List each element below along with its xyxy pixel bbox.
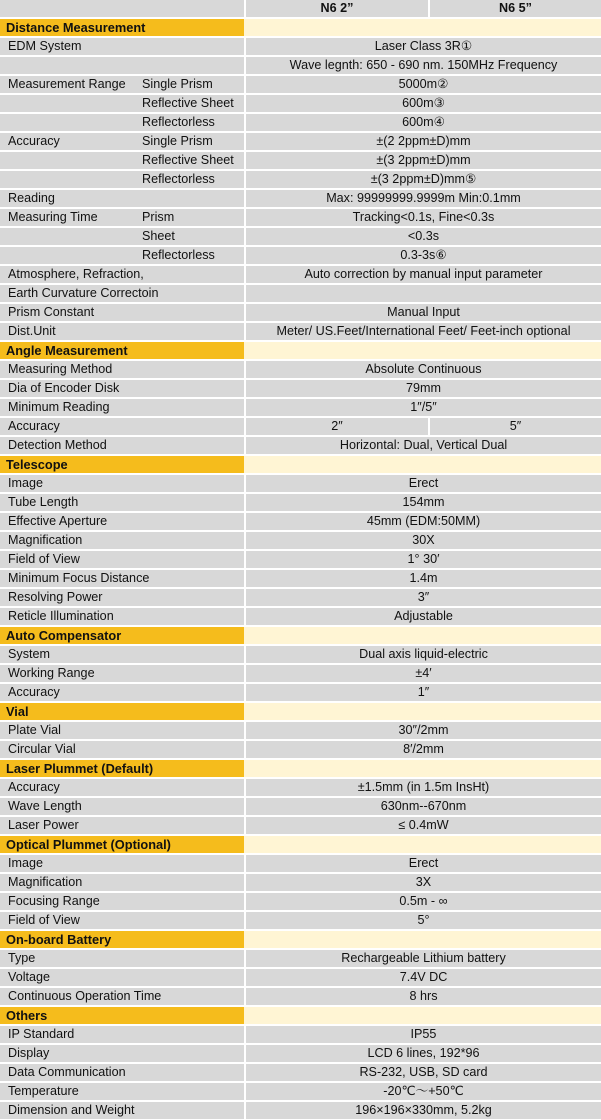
spec-sublabel: Sheet — [142, 229, 175, 243]
spec-label: Minimum Focus Distance — [8, 571, 150, 585]
spec-value: ±4′ — [415, 666, 432, 680]
spec-value: 154mm — [402, 495, 445, 509]
spec-row — [0, 1026, 601, 1044]
spec-value: 30″/2mm — [398, 723, 449, 737]
spec-value: Adjustable — [394, 609, 453, 623]
section-title: Auto Compensator — [0, 627, 244, 644]
spec-row — [0, 475, 601, 493]
spec-row — [0, 646, 601, 664]
spec-row — [0, 228, 601, 246]
spec-label: Prism Constant — [8, 305, 95, 319]
spec-label: Minimum Reading — [8, 400, 110, 414]
spec-row — [0, 589, 601, 607]
spec-label: Temperature — [8, 1084, 79, 1098]
spec-label: Accuracy — [8, 685, 60, 699]
spec-value: Tracking<0.1s, Fine<0.3s — [352, 210, 495, 224]
section-header — [0, 342, 601, 360]
spec-label: Field of View — [8, 913, 80, 927]
spec-label: Measurement Range — [8, 77, 126, 91]
section-title: Angle Measurement — [0, 342, 244, 359]
spec-row — [0, 38, 601, 56]
section-title: Optical Plummet (Optional) — [0, 836, 244, 853]
spec-row — [0, 285, 601, 303]
spec-label: Dist.Unit — [8, 324, 56, 338]
spec-value: 79mm — [406, 381, 441, 395]
spec-label: IP Standard — [8, 1027, 75, 1041]
spec-label: Magnification — [8, 533, 83, 547]
spec-value: IP55 — [410, 1027, 437, 1041]
spec-label: Measuring Time — [8, 210, 98, 224]
spec-row — [0, 722, 601, 740]
spec-value: 0.5m - ∞ — [399, 894, 448, 908]
spec-sublabel: Reflective Sheet — [142, 96, 234, 110]
section-title: Others — [0, 1007, 244, 1024]
spec-value: Erect — [408, 856, 439, 870]
spec-row — [0, 874, 601, 892]
spec-value: Absolute Continuous — [365, 362, 482, 376]
spec-row — [0, 551, 601, 569]
section-title: Vial — [0, 703, 244, 720]
spec-value: 1° 30′ — [407, 552, 440, 566]
spec-row — [0, 247, 601, 265]
spec-row — [0, 532, 601, 550]
spec-row — [0, 969, 601, 987]
spec-value: 196×196×330mm, 5.2kg — [355, 1103, 492, 1117]
spec-row — [0, 950, 601, 968]
spec-row — [0, 361, 601, 379]
spec-value: RS-232, USB, SD card — [359, 1065, 488, 1079]
spec-row — [0, 133, 601, 151]
spec-label: Type — [8, 951, 36, 965]
spec-row — [0, 114, 601, 132]
spec-row — [0, 152, 601, 170]
spec-label: Continuous Operation Time — [8, 989, 162, 1003]
section-title: Distance Measurement — [0, 19, 244, 36]
spec-row — [0, 266, 601, 284]
spec-value: 45mm (EDM:50MM) — [366, 514, 481, 528]
spec-row — [0, 57, 601, 75]
spec-label: Plate Vial — [8, 723, 61, 737]
spec-value: Dual axis liquid-electric — [359, 647, 488, 661]
section-header — [0, 836, 601, 854]
spec-row — [0, 209, 601, 227]
spec-value-n6-5: 5″ — [509, 419, 522, 433]
spec-value: Meter/ US.Feet/International Feet/ Feet-inch optional — [276, 324, 571, 338]
spec-label: Reading — [8, 191, 55, 205]
spec-label: Display — [8, 1046, 50, 1060]
spec-value: -20℃～+50℃ — [383, 1084, 464, 1098]
spec-label: Image — [8, 856, 44, 870]
spec-label: Data Communication — [8, 1065, 126, 1079]
spec-label — [0, 247, 136, 264]
spec-label: Accuracy — [8, 419, 60, 433]
spec-row — [0, 798, 601, 816]
spec-row — [0, 779, 601, 797]
spec-row — [0, 399, 601, 417]
spec-value: 7.4V DC — [399, 970, 448, 984]
spec-label: Working Range — [8, 666, 95, 680]
spec-label: Dimension and Weight — [8, 1103, 135, 1117]
section-title: On-board Battery — [0, 931, 244, 948]
header-blank — [0, 0, 244, 17]
spec-value: ±(3 2ppm±D)mm — [376, 153, 471, 167]
spec-row — [0, 1045, 601, 1063]
spec-value: Wave legnth: 650 - 690 nm. 150MHz Frequency — [289, 58, 558, 72]
spec-row — [0, 817, 601, 835]
spec-label: Detection Method — [8, 438, 107, 452]
spec-label: Magnification — [8, 875, 83, 889]
spec-value: 3X — [415, 875, 432, 889]
spec-label — [0, 114, 136, 131]
spec-row — [0, 912, 601, 930]
spec-label: Earth Curvature Correctoin — [8, 286, 159, 300]
spec-sublabel: Reflectorless — [142, 172, 215, 186]
spec-label — [0, 171, 136, 188]
spec-value: 5° — [417, 913, 430, 927]
spec-label: Circular Vial — [8, 742, 76, 756]
spec-row — [0, 323, 601, 341]
spec-row — [0, 304, 601, 322]
spec-label — [0, 152, 136, 169]
spec-label: Field of View — [8, 552, 80, 566]
spec-value: ±1.5mm (in 1.5m InsHt) — [357, 780, 490, 794]
spec-value: 0.3-3s⑥ — [400, 248, 447, 262]
spec-row — [0, 380, 601, 398]
section-header — [0, 627, 601, 645]
spec-value: 8 hrs — [409, 989, 438, 1003]
spec-value: Max: 99999999.9999m Min:0.1mm — [326, 191, 521, 205]
section-header — [0, 703, 601, 721]
section-title: Laser Plummet (Default) — [0, 760, 244, 777]
spec-value: ±(3 2ppm±D)mm⑤ — [370, 172, 477, 186]
table-header-row — [0, 0, 601, 18]
spec-row — [0, 95, 601, 113]
spec-sublabel: Prism — [142, 210, 175, 224]
spec-label: Resolving Power — [8, 590, 103, 604]
spec-sublabel: Reflectorless — [142, 248, 215, 262]
spec-row — [0, 513, 601, 531]
spec-row — [0, 893, 601, 911]
spec-label: Image — [8, 476, 44, 490]
spec-value: <0.3s — [407, 229, 440, 243]
spec-sublabel: Single Prism — [142, 77, 213, 91]
section-header — [0, 760, 601, 778]
spec-row — [0, 418, 601, 436]
spec-value: 630nm--670nm — [380, 799, 467, 813]
spec-value: Laser Class 3R① — [374, 39, 473, 53]
header-n6-5: N6 5” — [499, 1, 532, 15]
spec-value: Manual Input — [387, 305, 460, 319]
section-header — [0, 456, 601, 474]
spec-value: 600m④ — [402, 115, 445, 129]
section-header — [0, 931, 601, 949]
spec-value — [246, 285, 601, 302]
spec-label: System — [8, 647, 50, 661]
spec-label: Effective Aperture — [8, 514, 108, 528]
spec-row — [0, 494, 601, 512]
spec-value: 1.4m — [409, 571, 438, 585]
spec-label: Dia of Encoder Disk — [8, 381, 120, 395]
section-header — [0, 1007, 601, 1025]
spec-row — [0, 1083, 601, 1101]
spec-row — [0, 1102, 601, 1120]
spec-label: Tube Length — [8, 495, 79, 509]
spec-value: 1″/5″ — [410, 400, 437, 414]
spec-label: Wave Length — [8, 799, 82, 813]
spec-value-n6-2: 2″ — [331, 419, 343, 433]
section-header — [0, 19, 601, 37]
section-title: Telescope — [0, 456, 244, 473]
spec-label: Reticle Illumination — [8, 609, 114, 623]
spec-value: Auto correction by manual input parameter — [304, 267, 543, 281]
spec-label: Measuring Method — [8, 362, 113, 376]
spec-row — [0, 741, 601, 759]
spec-row — [0, 76, 601, 94]
spec-value: Erect — [408, 476, 439, 490]
spec-label — [0, 228, 136, 245]
spec-value: 3″ — [417, 590, 430, 604]
spec-row — [0, 570, 601, 588]
spec-value: 5000m② — [398, 77, 449, 91]
spec-value: Horizontal: Dual, Vertical Dual — [339, 438, 508, 452]
spec-label: Focusing Range — [8, 894, 100, 908]
spec-label: Laser Power — [8, 818, 79, 832]
spec-value: LCD 6 lines, 192*96 — [367, 1046, 480, 1060]
spec-value: 30X — [412, 533, 435, 547]
spec-value: 1″ — [417, 685, 430, 699]
spec-row — [0, 171, 601, 189]
spec-sublabel: Single Prism — [142, 134, 213, 148]
spec-label: Accuracy — [8, 780, 60, 794]
spec-row — [0, 1064, 601, 1082]
spec-row — [0, 665, 601, 683]
spec-sublabel: Reflectorless — [142, 115, 215, 129]
spec-value: ±(2 2ppm±D)mm — [376, 134, 471, 148]
spec-value: 600m③ — [402, 96, 445, 110]
spec-value: 8′/2mm — [403, 742, 444, 756]
spec-row — [0, 988, 601, 1006]
spec-row — [0, 190, 601, 208]
spec-value: Rechargeable Lithium battery — [341, 951, 506, 965]
spec-row — [0, 608, 601, 626]
spec-row — [0, 684, 601, 702]
spec-label — [0, 95, 136, 112]
spec-label — [0, 57, 244, 74]
spec-row — [0, 855, 601, 873]
spec-value: ≤ 0.4mW — [398, 818, 449, 832]
spec-label: EDM System — [8, 39, 82, 53]
spec-label: Voltage — [8, 970, 51, 984]
spec-label: Atmosphere, Refraction, — [8, 267, 144, 281]
header-n6-2: N6 2” — [320, 1, 354, 15]
spec-sublabel: Reflective Sheet — [142, 153, 234, 167]
spec-label: Accuracy — [8, 134, 60, 148]
spec-row — [0, 437, 601, 455]
